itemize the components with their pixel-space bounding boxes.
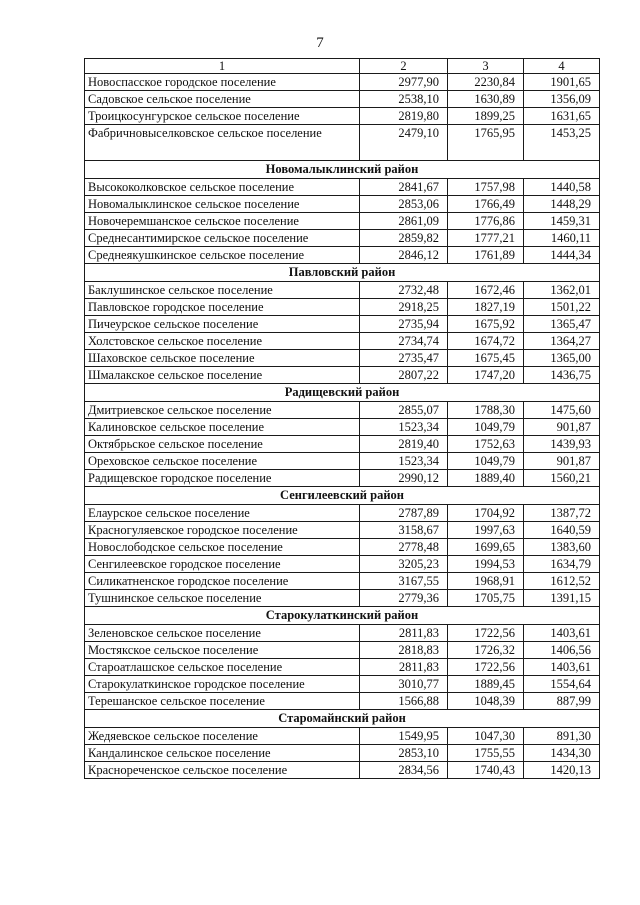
table-row [85,762,600,779]
value-col-2: 3205,23 [360,556,448,573]
column-header: 2 [360,59,448,74]
value-col-3: 1674,72 [448,333,524,350]
settlement-name: Радищевское городское поселение [85,470,360,487]
settlement-name: Ореховское сельское поселение [85,453,360,470]
value-col-3: 1757,98 [448,179,524,196]
value-col-4: 1365,00 [524,350,600,367]
value-col-4: 1459,31 [524,213,600,230]
value-col-3: 1889,40 [448,470,524,487]
value-col-4: 1453,25 [524,125,600,161]
value-col-4: 1460,11 [524,230,600,247]
value-col-3: 1755,55 [448,745,524,762]
value-col-4: 1612,52 [524,573,600,590]
value-col-3: 1761,89 [448,247,524,264]
table-row [85,745,600,762]
value-col-4: 1640,59 [524,522,600,539]
value-col-2: 2841,67 [360,179,448,196]
value-col-3: 1672,46 [448,282,524,299]
value-col-3: 1968,91 [448,573,524,590]
settlement-name: Мостякское сельское поселение [85,642,360,659]
value-col-3: 1994,53 [448,556,524,573]
value-col-2: 1566,88 [360,693,448,710]
settlement-name: Зеленовское сельское поселение [85,625,360,642]
table-row [85,573,600,590]
value-col-3: 1675,45 [448,350,524,367]
value-col-2: 2918,25 [360,299,448,316]
settlement-name: Краснореченское сельское поселение [85,762,360,779]
value-col-3: 1765,95 [448,125,524,161]
value-col-2: 2732,48 [360,282,448,299]
value-col-3: 1722,56 [448,625,524,642]
value-col-3: 1777,21 [448,230,524,247]
table-row [85,693,600,710]
value-col-4: 1444,34 [524,247,600,264]
value-col-4: 1440,58 [524,179,600,196]
settlement-name: Шмалакское сельское поселение [85,367,360,384]
table-row [85,642,600,659]
value-col-2: 3158,67 [360,522,448,539]
header-row [85,59,600,74]
settlement-name: Красногуляевское городское поселение [85,522,360,539]
table-row [85,590,600,607]
settlement-name: Пичеурское сельское поселение [85,316,360,333]
settlement-name: Высококолковское сельское поселение [85,179,360,196]
table-row [85,179,600,196]
district-header-row [85,487,600,505]
value-col-3: 1776,86 [448,213,524,230]
value-col-3: 1048,39 [448,693,524,710]
settlement-name: Сенгилеевское городское поселение [85,556,360,573]
value-col-4: 1406,56 [524,642,600,659]
district-header-row [85,607,600,625]
district-name: Старокулаткинский район [85,607,600,625]
value-col-3: 1704,92 [448,505,524,522]
value-col-4: 1901,65 [524,74,600,91]
value-col-2: 2735,47 [360,350,448,367]
value-col-4: 891,30 [524,728,600,745]
district-header-row [85,264,600,282]
settlement-name: Среднеякушкинское сельское поселение [85,247,360,264]
table-row [85,350,600,367]
value-col-2: 2787,89 [360,505,448,522]
table-row [85,505,600,522]
value-col-4: 1448,29 [524,196,600,213]
value-col-3: 1675,92 [448,316,524,333]
table-row [85,230,600,247]
value-col-4: 901,87 [524,419,600,436]
settlement-name: Терешанское сельское поселение [85,693,360,710]
district-name: Старомайнский район [85,710,600,728]
value-col-4: 1501,22 [524,299,600,316]
value-col-2: 2811,83 [360,625,448,642]
value-col-2: 2807,22 [360,367,448,384]
settlement-name: Баклушинское сельское поселение [85,282,360,299]
value-col-4: 1420,13 [524,762,600,779]
settlement-name: Среднесантимирское сельское поселение [85,230,360,247]
value-col-3: 1752,63 [448,436,524,453]
value-col-4: 901,87 [524,453,600,470]
value-col-2: 2818,83 [360,642,448,659]
district-name: Сенгилеевский район [85,487,600,505]
value-col-2: 2859,82 [360,230,448,247]
value-col-2: 2855,07 [360,402,448,419]
district-header-row [85,161,600,179]
value-col-4: 1387,72 [524,505,600,522]
settlement-name: Старокулаткинское городское поселение [85,676,360,693]
value-col-2: 2779,36 [360,590,448,607]
table-row [85,91,600,108]
district-name: Радищевский район [85,384,600,402]
value-col-4: 1634,79 [524,556,600,573]
value-col-4: 1475,60 [524,402,600,419]
value-col-3: 1699,65 [448,539,524,556]
value-col-2: 2538,10 [360,91,448,108]
settlement-name: Новочеремшанское сельское поселение [85,213,360,230]
value-col-4: 1436,75 [524,367,600,384]
table-row [85,333,600,350]
value-col-4: 1365,47 [524,316,600,333]
district-name: Новомалыклинский район [85,161,600,179]
value-col-3: 2230,84 [448,74,524,91]
value-col-3: 1889,45 [448,676,524,693]
settlement-name: Шаховское сельское поселение [85,350,360,367]
value-col-4: 1434,30 [524,745,600,762]
value-col-2: 2990,12 [360,470,448,487]
value-col-2: 2834,56 [360,762,448,779]
value-col-3: 1997,63 [448,522,524,539]
value-col-4: 1356,09 [524,91,600,108]
settlement-name: Новослободское сельское поселение [85,539,360,556]
table-row [85,522,600,539]
settlement-name: Елаурское сельское поселение [85,505,360,522]
table-row [85,125,600,161]
settlement-name: Калиновское сельское поселение [85,419,360,436]
settlement-name: Октябрьское сельское поселение [85,436,360,453]
value-col-3: 1827,19 [448,299,524,316]
value-col-2: 1523,34 [360,419,448,436]
value-col-3: 1740,43 [448,762,524,779]
table-row [85,556,600,573]
table-row [85,436,600,453]
value-col-2: 3167,55 [360,573,448,590]
value-col-3: 1726,32 [448,642,524,659]
value-col-3: 1049,79 [448,453,524,470]
table-row [85,453,600,470]
value-col-3: 1705,75 [448,590,524,607]
column-header: 4 [524,59,600,74]
value-col-4: 1631,65 [524,108,600,125]
value-col-4: 1560,21 [524,470,600,487]
value-col-3: 1722,56 [448,659,524,676]
value-col-3: 1747,20 [448,367,524,384]
value-col-2: 1549,95 [360,728,448,745]
value-col-2: 2853,10 [360,745,448,762]
value-col-2: 2819,80 [360,108,448,125]
settlement-name: Дмитриевское сельское поселение [85,402,360,419]
value-col-2: 2853,06 [360,196,448,213]
value-col-2: 2735,94 [360,316,448,333]
settlement-name: Новоспасское городское поселение [85,74,360,91]
settlement-name: Жедяевское сельское поселение [85,728,360,745]
table-row [85,196,600,213]
table-row [85,74,600,91]
value-col-4: 1554,64 [524,676,600,693]
settlement-name: Силикатненское городское поселение [85,573,360,590]
value-col-2: 2861,09 [360,213,448,230]
district-header-row [85,384,600,402]
table-row [85,470,600,487]
settlement-name: Фабричновыселковское сельское поселение [85,125,360,161]
settlement-name: Новомалыклинское сельское поселение [85,196,360,213]
settlement-name: Староатлашское сельское поселение [85,659,360,676]
value-col-4: 887,99 [524,693,600,710]
table-row [85,728,600,745]
value-col-2: 2479,10 [360,125,448,161]
value-col-2: 2734,74 [360,333,448,350]
value-col-2: 2846,12 [360,247,448,264]
value-col-2: 2819,40 [360,436,448,453]
table-row [85,539,600,556]
value-col-3: 1630,89 [448,91,524,108]
table-row [85,676,600,693]
settlement-name: Троицкосунгурское сельское поселение [85,108,360,125]
table-row [85,419,600,436]
value-col-3: 1049,79 [448,419,524,436]
value-col-4: 1403,61 [524,659,600,676]
value-col-4: 1383,60 [524,539,600,556]
district-header-row [85,710,600,728]
table-row [85,108,600,125]
value-col-3: 1788,30 [448,402,524,419]
table-row [85,367,600,384]
value-col-3: 1766,49 [448,196,524,213]
column-header: 1 [85,59,360,74]
value-col-2: 3010,77 [360,676,448,693]
value-col-3: 1047,30 [448,728,524,745]
settlement-name: Садовское сельское поселение [85,91,360,108]
table-row [85,659,600,676]
value-col-2: 2778,48 [360,539,448,556]
value-col-3: 1899,25 [448,108,524,125]
value-col-4: 1439,93 [524,436,600,453]
value-col-2: 1523,34 [360,453,448,470]
settlement-name: Павловское городское поселение [85,299,360,316]
value-col-2: 2811,83 [360,659,448,676]
table-row [85,316,600,333]
district-name: Павловский район [85,264,600,282]
value-col-4: 1362,01 [524,282,600,299]
settlement-name: Тушнинское сельское поселение [85,590,360,607]
page-number: 7 [316,35,324,51]
tariff-table [84,58,600,779]
table-row [85,625,600,642]
table-row [85,282,600,299]
value-col-2: 2977,90 [360,74,448,91]
settlement-name: Холстовское сельское поселение [85,333,360,350]
settlement-name: Кандалинское сельское поселение [85,745,360,762]
table-row [85,247,600,264]
value-col-4: 1364,27 [524,333,600,350]
column-header: 3 [448,59,524,74]
value-col-4: 1391,15 [524,590,600,607]
table-row [85,299,600,316]
value-col-4: 1403,61 [524,625,600,642]
table-row [85,402,600,419]
table-row [85,213,600,230]
